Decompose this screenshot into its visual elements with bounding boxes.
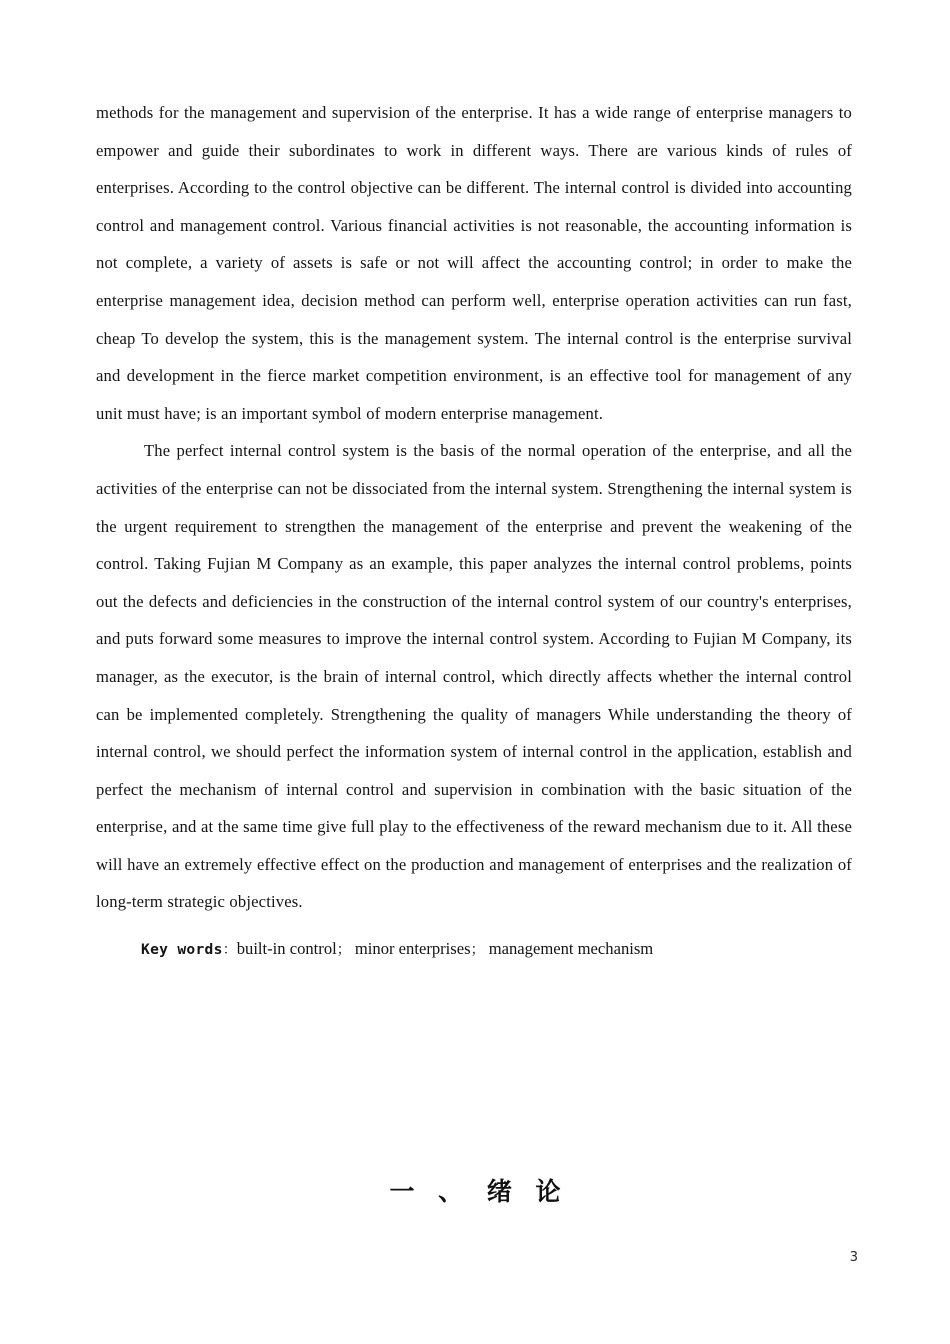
keywords-separator-2: ； — [470, 942, 485, 959]
page-number: 3 — [849, 1250, 858, 1265]
keyword-term-2: minor enterprises — [354, 939, 471, 959]
chapter-heading: 一 、 绪 论 — [389, 1177, 569, 1206]
keywords-separator-1: ； — [336, 942, 351, 959]
keywords-line — [96, 930, 852, 970]
keywords-colon: ： — [222, 942, 237, 959]
keyword-term-1: built-in control — [236, 939, 337, 959]
paragraph-abstract-summary: The perfect internal control system is the basis of the normal operation of the enterprise, and all the activities of the enterprise can not be dissociated from the internal system. Strengthening the internal system is the urgent requirement to strengthen the management of the enterprise and prevent the weakening of the control. Taking Fujian M Company as an example, this paper analyzes the internal control problems, points out the defects and deficiencies in the construction of the internal control system of our country's enterprises, and puts forward some measures to improve the internal control system. According to Fujian M Company, its manager, as the executor, is the brain of internal control, which directly affects whether the internal control can be implemented completely. Strengthening the quality of managers While understanding the theory of internal control, we should perfect the information system of internal control in the application, establish and perfect the mechanism of internal control and supervision in combination with the basic situation of the enterprise, and at the same time give full play to the effectiveness of the reward mechanism due to it. All these will have an extremely effective effect on the production and management of enterprises and the realization of long-term strategic objectives. — [96, 441, 852, 912]
keywords-label: Key words — [141, 941, 223, 959]
paragraph-continued: methods for the management and supervision of the enterprise. It has a wide range of enterprise managers to empower and guide their subordinates to work in different ways. There are various kinds of rules of enterprises. According to the control objective can be different. The internal control is divided into accounting control and management control. Various financial activities is not reasonable, the accounting information is not complete, a variety of assets is safe or not will affect the accounting control; in order to make the enterprise management idea, decision method can perform well, enterprise operation activities can run fast, cheap To develop the system, this is the management system. The internal control is the enterprise survival and development in the fierce market competition environment, is an effective tool for management of any unit must have; is an important symbol of modern enterprise management. — [96, 103, 852, 423]
body-text-block — [96, 94, 852, 970]
keyword-term-3: management mechanism — [488, 939, 654, 959]
